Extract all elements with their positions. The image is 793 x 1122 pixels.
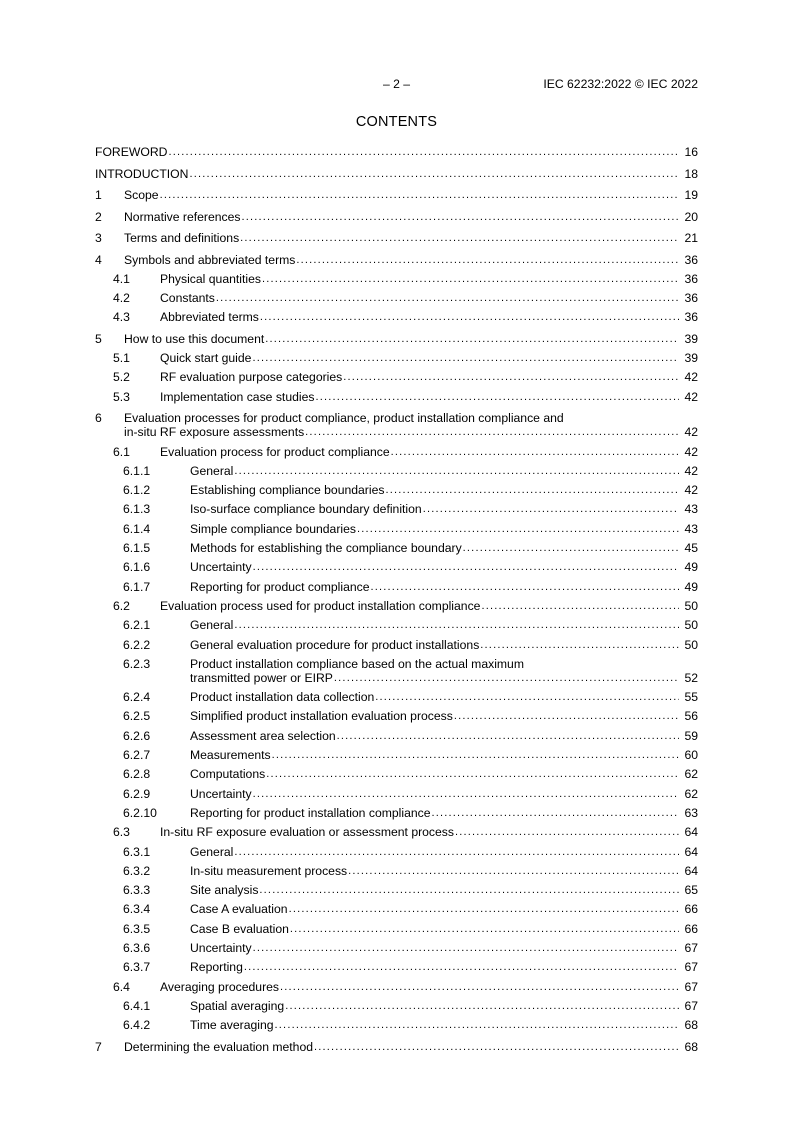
toc-title: Normative references [124, 209, 241, 224]
toc-entry[interactable] [95, 638, 698, 652]
toc-number: 1 [95, 188, 102, 202]
dot-leader [296, 253, 679, 267]
toc-title-continuation: in-situ RF exposure assessments [124, 425, 305, 440]
toc-title: RF evaluation purpose categories [160, 370, 343, 385]
toc-title: Case A evaluation [190, 902, 288, 917]
table-of-contents [95, 145, 698, 1054]
toc-title: General [190, 618, 234, 633]
toc-title: FOREWORD [95, 145, 168, 159]
toc-entry[interactable] [95, 390, 698, 404]
standard-reference: IEC 62232:2022 © IEC 2022 [543, 77, 698, 91]
toc-entry[interactable] [95, 941, 698, 955]
toc-page-number: 65 [684, 883, 698, 898]
toc-page-number: 55 [684, 690, 698, 705]
toc-number: 6.1.1 [123, 463, 151, 478]
dot-leader [168, 145, 679, 159]
toc-number: 4.2 [113, 291, 130, 306]
toc-title: How to use this document [124, 331, 265, 346]
dot-leader [357, 522, 679, 536]
dot-leader [391, 445, 679, 459]
toc-title: General evaluation procedure for product installations [190, 637, 480, 652]
toc-number: 4.3 [113, 310, 130, 325]
toc-page-number: 67 [684, 979, 698, 994]
toc-title: General [190, 844, 234, 859]
dot-leader [481, 599, 679, 613]
toc-entry[interactable] [95, 902, 698, 916]
toc-entry[interactable] [95, 188, 698, 202]
toc-number: 4 [95, 252, 102, 267]
toc-page-number: 50 [684, 618, 698, 633]
dot-leader [216, 291, 679, 305]
toc-number: 5 [95, 331, 102, 346]
toc-entry[interactable] [95, 445, 698, 459]
toc-page-number: 63 [684, 805, 698, 820]
toc-page-number: 42 [684, 425, 698, 440]
toc-title: Scope [124, 188, 159, 202]
toc-page-number: 64 [684, 863, 698, 878]
toc-page-number: 66 [684, 902, 698, 917]
toc-title: Establishing compliance boundaries [190, 483, 385, 498]
toc-entry[interactable] [95, 980, 698, 994]
toc-title: Averaging procedures [160, 979, 280, 994]
toc-page-number: 42 [684, 370, 698, 385]
toc-page-number: 59 [684, 728, 698, 743]
toc-page-number: 52 [684, 670, 698, 685]
dot-leader [455, 825, 679, 839]
toc-title: Simplified product installation evaluation process [190, 709, 453, 724]
toc-page-number: 45 [684, 541, 698, 556]
dot-leader [371, 580, 679, 594]
toc-number: 6.2.8 [123, 767, 151, 782]
toc-number: 6.4 [113, 979, 130, 994]
dot-leader [253, 787, 679, 801]
toc-page-number: 43 [684, 502, 698, 517]
toc-number: 6.1.4 [123, 521, 151, 536]
page-number: – 2 – [382, 77, 411, 91]
dot-leader [480, 638, 679, 652]
toc-title: INTRODUCTION [95, 166, 189, 181]
toc-title: Constants [160, 291, 215, 306]
dot-leader [314, 1040, 679, 1054]
toc-title: Reporting [190, 960, 243, 975]
toc-entry[interactable] [95, 618, 698, 632]
toc-title: Simple compliance boundaries [190, 521, 356, 536]
toc-page-number: 39 [684, 331, 698, 346]
dot-leader [289, 902, 679, 916]
toc-page-number: 16 [684, 145, 698, 159]
dot-leader [463, 541, 679, 555]
toc-page-number: 42 [684, 483, 698, 498]
toc-page-number: 68 [684, 1039, 698, 1054]
toc-page-number: 49 [684, 560, 698, 575]
dot-leader [234, 618, 679, 632]
toc-page-number: 42 [684, 389, 698, 404]
dot-leader [160, 188, 679, 202]
toc-number: 6.2 [113, 598, 130, 613]
toc-entry[interactable] [95, 709, 698, 723]
toc-number: 6.2.4 [123, 690, 151, 705]
toc-page-number: 67 [684, 960, 698, 975]
dot-leader [285, 999, 679, 1013]
toc-title: Uncertainty [190, 560, 252, 575]
toc-entry[interactable] [95, 787, 698, 801]
toc-entry[interactable] [95, 690, 698, 704]
toc-title: Time averaging [190, 1018, 274, 1033]
dot-leader [337, 729, 679, 743]
toc-page-number: 66 [684, 921, 698, 936]
dot-leader [260, 310, 679, 324]
toc-title: Methods for establishing the compliance boundary [190, 541, 462, 556]
toc-number: 6.2.6 [123, 728, 151, 743]
toc-title: Abbreviated terms [160, 310, 259, 325]
toc-entry[interactable] [95, 272, 698, 286]
toc-number: 6.3.3 [123, 883, 151, 898]
page-title: CONTENTS [355, 114, 438, 130]
toc-number: 6.1.6 [123, 560, 151, 575]
dot-leader [240, 231, 679, 245]
toc-number: 6.1 [113, 444, 130, 459]
toc-number: 6.3.2 [123, 863, 151, 878]
toc-number: 6.1.5 [123, 541, 151, 556]
toc-title: Evaluation processes for product compliance, product installation compliance and [124, 411, 564, 426]
dot-leader [432, 806, 680, 820]
toc-entry[interactable] [95, 291, 698, 305]
dot-leader [272, 748, 679, 762]
toc-number: 6.1.3 [123, 502, 151, 517]
toc-title: Uncertainty [190, 941, 252, 955]
dot-leader [259, 883, 679, 897]
toc-number: 6.2.3 [123, 656, 151, 671]
toc-page-number: 42 [684, 463, 698, 478]
toc-entry[interactable] [95, 999, 698, 1013]
dot-leader [454, 709, 679, 723]
toc-entry[interactable] [95, 845, 698, 859]
toc-page-number: 43 [684, 521, 698, 536]
toc-page-number: 39 [684, 351, 698, 366]
toc-entry[interactable] [95, 883, 698, 897]
dot-leader [244, 960, 679, 974]
toc-title: Computations [190, 767, 266, 782]
toc-page-number: 18 [684, 166, 698, 181]
toc-number: 6 [95, 411, 102, 426]
toc-entry[interactable] [95, 502, 698, 516]
toc-page-number: 67 [684, 998, 698, 1013]
toc-title: Terms and definitions [124, 231, 240, 245]
toc-page-number: 36 [684, 310, 698, 325]
toc-entry[interactable] [95, 332, 698, 346]
toc-number: 6.3.1 [123, 844, 151, 859]
toc-entry[interactable] [95, 580, 698, 594]
toc-page-number: 36 [684, 291, 698, 306]
toc-page-number: 50 [684, 637, 698, 652]
toc-entry[interactable] [95, 145, 698, 159]
toc-number: 3 [95, 231, 102, 245]
toc-number: 6.1.7 [123, 579, 151, 594]
toc-entry[interactable] [95, 806, 698, 820]
toc-title: Quick start guide [160, 351, 252, 366]
toc-title: Site analysis [190, 883, 259, 898]
toc-page-number: 20 [684, 209, 698, 224]
toc-entry[interactable] [95, 167, 698, 181]
toc-page-number: 62 [684, 767, 698, 782]
dot-leader [305, 425, 679, 439]
toc-title: Determining the evaluation method [124, 1039, 314, 1054]
dot-leader [253, 560, 679, 574]
toc-page-number: 36 [684, 271, 698, 286]
toc-page-number: 67 [684, 941, 698, 955]
toc-number: 6.3.4 [123, 902, 151, 917]
toc-entry[interactable] [95, 231, 698, 245]
toc-title: Product installation data collection [190, 690, 375, 705]
toc-page-number: 64 [684, 844, 698, 859]
toc-entry[interactable] [95, 729, 698, 743]
dot-leader [242, 210, 679, 224]
dot-leader [234, 845, 679, 859]
toc-title: Measurements [190, 748, 271, 763]
toc-number: 6.4.1 [123, 998, 151, 1013]
toc-entry[interactable] [95, 922, 698, 936]
toc-entry[interactable] [95, 310, 698, 324]
toc-title-continuation: transmitted power or EIRP [190, 670, 333, 685]
dot-leader [375, 690, 679, 704]
toc-title: Reporting for product compliance [190, 579, 370, 594]
toc-entry[interactable] [95, 464, 698, 478]
dot-leader [234, 464, 679, 478]
toc-number: 6.3.5 [123, 921, 151, 936]
toc-entry[interactable] [95, 351, 698, 365]
dot-leader [252, 351, 679, 365]
dot-leader [343, 370, 679, 384]
toc-title: Assessment area selection [190, 728, 336, 743]
toc-number: 5.1 [113, 351, 130, 366]
toc-title: Iso-surface compliance boundary definition [190, 502, 422, 517]
toc-title: Evaluation process for product compliance [160, 444, 390, 459]
toc-entry[interactable] [95, 657, 698, 685]
toc-title: Spatial averaging [190, 998, 285, 1013]
toc-entry[interactable] [95, 253, 698, 267]
toc-entry[interactable] [95, 210, 698, 224]
toc-number: 2 [95, 209, 102, 224]
toc-title: Symbols and abbreviated terms [124, 252, 296, 267]
toc-page-number: 68 [684, 1018, 698, 1033]
toc-entry[interactable] [95, 767, 698, 781]
toc-number: 6.2.1 [123, 618, 151, 633]
dot-leader [290, 922, 679, 936]
toc-entry[interactable] [95, 599, 698, 613]
toc-page-number: 62 [684, 786, 698, 801]
toc-title: Implementation case studies [160, 389, 315, 404]
toc-entry[interactable] [95, 748, 698, 762]
page-header [95, 77, 698, 93]
dot-leader [189, 167, 679, 181]
dot-leader [348, 864, 679, 878]
toc-number: 4.1 [113, 271, 130, 286]
toc-page-number: 60 [684, 748, 698, 763]
toc-number: 6.3 [113, 825, 130, 840]
toc-title: In-situ RF exposure evaluation or assessment process [160, 825, 454, 840]
toc-number: 6.2.10 [123, 805, 157, 820]
toc-number: 5.2 [113, 370, 130, 385]
toc-entry[interactable] [95, 370, 698, 384]
toc-page-number: 49 [684, 579, 698, 594]
dot-leader [280, 980, 679, 994]
toc-page-number: 64 [684, 825, 698, 840]
toc-title: Product installation compliance based on the actual maximum [190, 656, 524, 671]
toc-title: Case B evaluation [190, 921, 289, 936]
dot-leader [262, 272, 679, 286]
toc-number: 7 [95, 1039, 102, 1054]
toc-number: 6.2.5 [123, 709, 151, 724]
toc-number: 6.2.7 [123, 748, 151, 763]
toc-title: General [190, 463, 234, 478]
toc-number: 6.2.2 [123, 637, 151, 652]
toc-page-number: 21 [684, 231, 698, 245]
dot-leader [266, 767, 679, 781]
dot-leader [385, 483, 679, 497]
toc-page-number: 36 [684, 252, 698, 267]
toc-number: 6.4.2 [123, 1018, 151, 1033]
toc-number: 5.3 [113, 389, 130, 404]
dot-leader [275, 1018, 679, 1032]
toc-entry[interactable] [95, 1040, 698, 1054]
toc-page-number: 19 [684, 188, 698, 202]
toc-title: Physical quantities [160, 271, 261, 286]
dot-leader [423, 502, 679, 516]
toc-number: 6.3.6 [123, 941, 151, 955]
toc-entry[interactable] [95, 411, 698, 439]
dot-leader [253, 941, 679, 955]
toc-number: 6.1.2 [123, 483, 151, 498]
toc-page-number: 56 [684, 709, 698, 724]
toc-entry[interactable] [95, 825, 698, 839]
toc-title: Uncertainty [190, 786, 252, 801]
toc-page-number: 42 [684, 444, 698, 459]
toc-entry[interactable] [95, 960, 698, 974]
dot-leader [265, 332, 679, 346]
toc-entry[interactable] [95, 541, 698, 555]
toc-title: In-situ measurement process [190, 863, 348, 878]
toc-entry[interactable] [95, 864, 698, 878]
toc-number: 6.3.7 [123, 960, 151, 975]
toc-entry[interactable] [95, 483, 698, 497]
toc-title: Reporting for product installation compliance [190, 805, 431, 820]
toc-page-number: 50 [684, 598, 698, 613]
toc-number: 6.2.9 [123, 786, 151, 801]
dot-leader [315, 390, 679, 404]
toc-title: Evaluation process used for product installation compliance [160, 598, 481, 613]
dot-leader [334, 671, 679, 685]
toc-entry[interactable] [95, 560, 698, 574]
toc-entry[interactable] [95, 1018, 698, 1032]
toc-entry[interactable] [95, 522, 698, 536]
